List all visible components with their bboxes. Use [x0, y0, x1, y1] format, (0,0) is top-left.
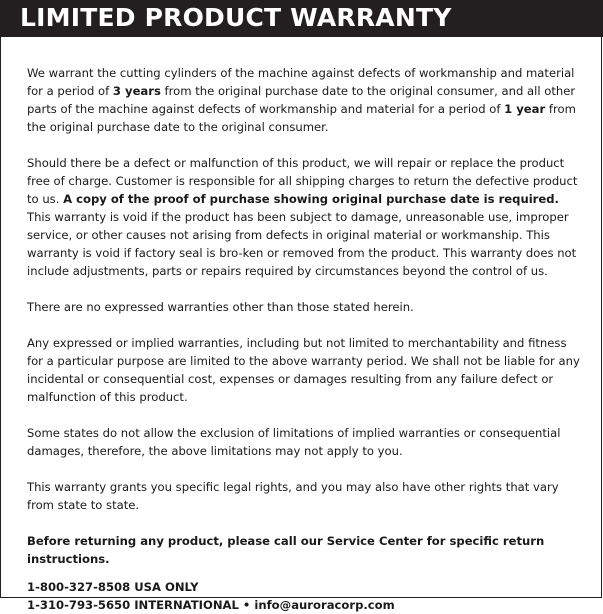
other-parts-period: 1 year [504, 102, 546, 116]
page-title: LIMITED PRODUCT WARRANTY [20, 3, 452, 32]
paragraph-warranty-period: We warrant the cutting cylinders of the machine against defects of workmanship and material for a period of 3 years from the original purchase date to the original consumer, and all other parts of the machine against defects of workmanship and material for a period of 1 year from the original purchase date to the original consumer. [27, 66, 576, 134]
return-instructions: Before returning any product, please call our Service Center for specific return instructions. [27, 534, 545, 566]
cutting-cylinder-period: 3 years [112, 84, 161, 98]
usa-phone: 1-800-327-8508 USA ONLY [27, 580, 199, 594]
title-bar [0, 0, 603, 37]
international-contact: 1-310-793-5650 INTERNATIONAL • info@auroracorp.com [27, 598, 395, 612]
paragraph-implied-warranties: Any expressed or implied warranties, including but not limited to merchantability and fitness for a particular purpose are limited to the above warranty period. We shall not be liable for any incidental or consequential cost, expenses or damages resulting from any failure defect or malfunction of this product. [27, 336, 580, 404]
paragraph-defect-repair: Should there be a defect or malfunction of this product, we will repair or replace the product free of charge. Customer is responsible for all shipping charges to return the defective product to us. A copy of the proof of purchase showing original purchase date is required. This warranty is void if the product has been subject to damage, unreasonable use, improper service, or other causes not arising from defects in original material or workmanship. This warranty is void if factory seal is bro-ken or removed from the product. This warranty does not include adjustments, parts or repairs required by circumstances beyond the control of us. [27, 156, 578, 278]
paragraph-state-exclusions: Some states do not allow the exclusion of limitations of implied warranties or consequential damages, therefore, the above limitations may not apply to you. [27, 426, 561, 458]
paragraph-no-expressed-warranties: There are no expressed warranties other than those stated herein. [27, 300, 414, 314]
contact-block [27, 578, 582, 614]
proof-of-purchase-notice: A copy of the proof of purchase showing original purchase date is required. [63, 192, 559, 206]
paragraph-legal-rights: This warranty grants you specific legal rights, and you may also have other rights that vary from state to state. [27, 480, 559, 512]
warranty-body [27, 64, 582, 614]
